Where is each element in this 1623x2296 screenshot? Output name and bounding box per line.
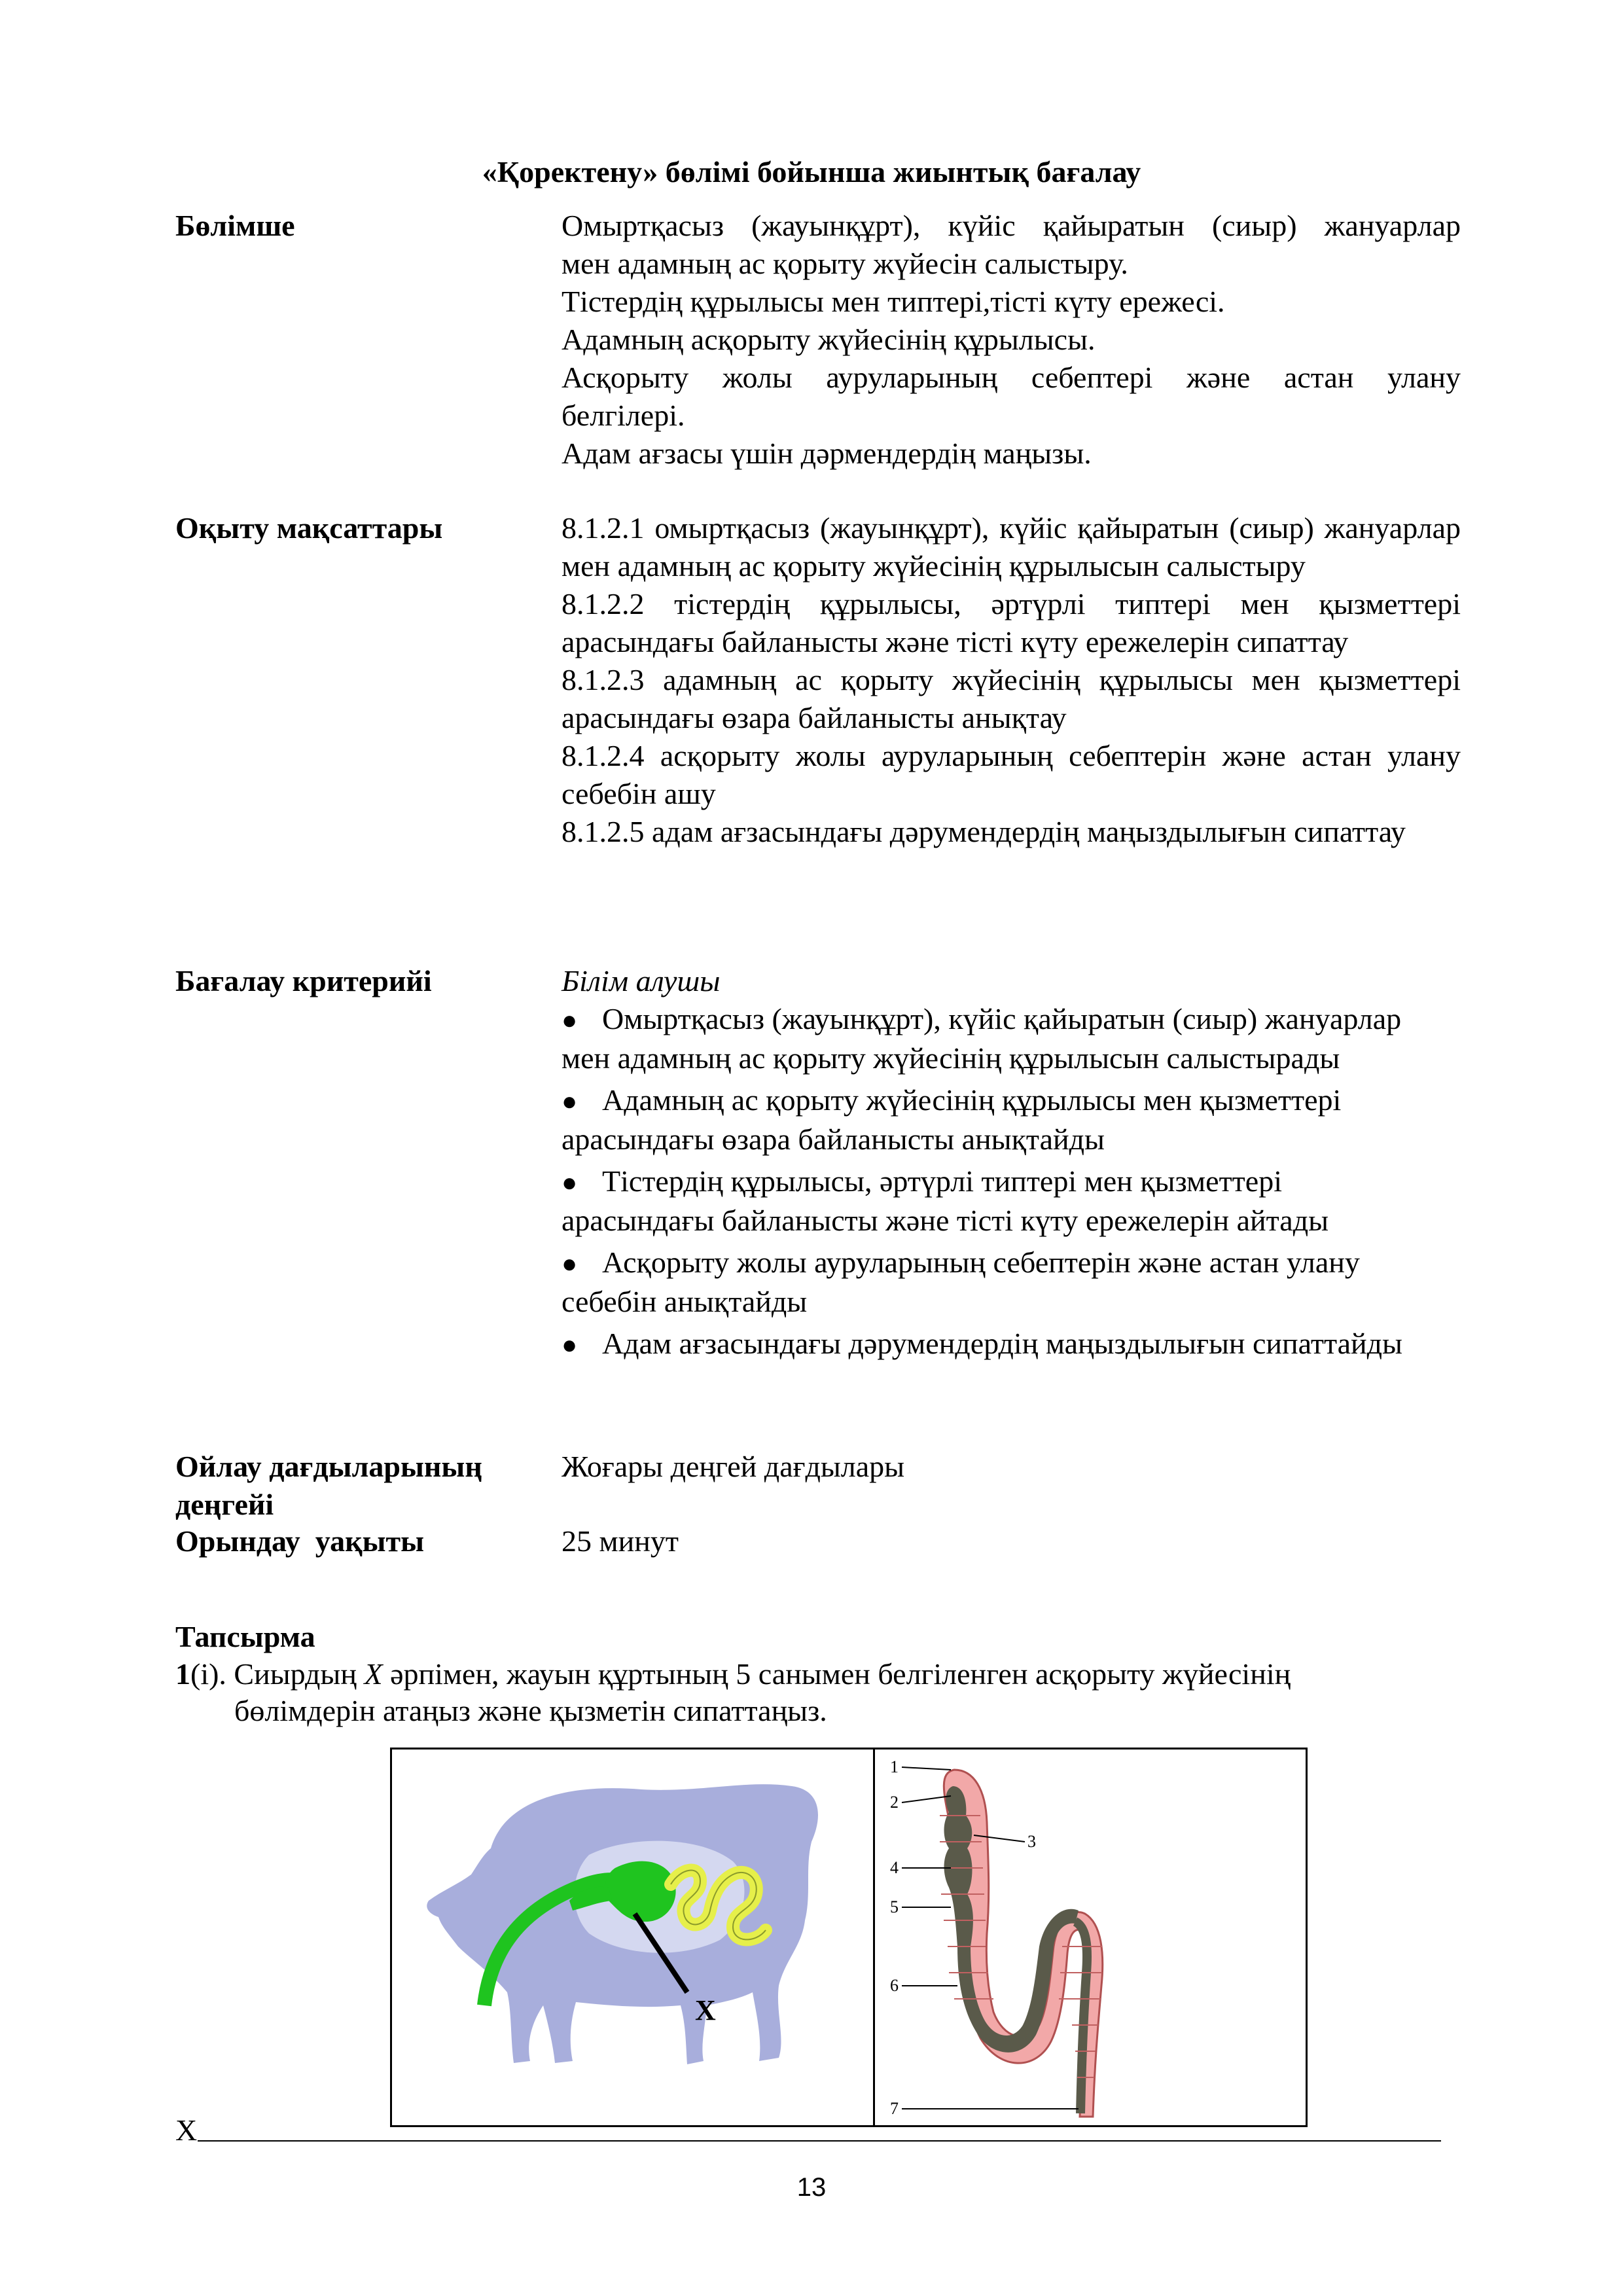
criteria-label: Бағалау критерийі (175, 964, 432, 997)
time-label: Орындау уақыты (175, 1524, 425, 1558)
bullet-icon: ● (562, 1005, 578, 1035)
thinking-value: Жоғары деңгей дағдылары (562, 1450, 905, 1483)
worm-label: 5 (890, 1897, 899, 1916)
section-line: мен адамның ас қорыту жүйесін салыстыру. (562, 247, 1128, 280)
objective-item: 8.1.2.3 адамның ас қорыту жүйесінің құрылысы мен қызметтері арасындағы өзара байланысты анықтау (562, 663, 1461, 734)
worm-label: 4 (890, 1858, 899, 1877)
objective-item: 8.1.2.5 адам ағзасындағы дәрумендердің маңыздылығын сипаттау (562, 815, 1406, 848)
worm-label: 2 (890, 1793, 899, 1812)
task-line-2: бөлімдерін атаңыз және қызметін сипаттаңыз. (234, 1694, 827, 1727)
task-heading: Тапсырма (175, 1620, 315, 1653)
section-line: Тістердің құрылысы мен типтері,тісті күту ережесі. (562, 285, 1225, 318)
criteria-intro: Білім алушы (562, 964, 721, 997)
worm-label: 3 (1027, 1832, 1036, 1851)
bullet-icon: ● (562, 1168, 578, 1197)
time-value: 25 минут (562, 1524, 679, 1558)
thinking-label: Ойлау дағдыларының деңгейі (175, 1450, 482, 1521)
worm-label: 6 (890, 1976, 899, 1995)
bullet-icon: ● (562, 1086, 578, 1116)
cow-label-x: X (695, 1994, 716, 2026)
objective-item: 8.1.2.1 омыртқасыз (жауынқұрт), күйіс қайыратын (сиыр) жануарлар мен адамның ас қорыту жүйесінің құрылысын салыстыру (562, 511, 1461, 583)
section-line: белгілері. (562, 399, 685, 432)
answer-prefix: X (175, 2113, 198, 2147)
criteria-item: ● Адамның ас қорыту жүйесінің құрылысы мен қызметтері арасындағы өзара байланысты анықтайды (562, 1083, 1342, 1156)
objectives-label: Оқыту мақсаттары (175, 511, 443, 545)
section-line: Адам ағзасы үшін дәрмендердің маңызы. (562, 437, 1092, 470)
section-line: Омыртқасыз (жауынқұрт), күйіс қайыратын (сиыр) жануарлар (562, 209, 1461, 242)
task-text (175, 1656, 1484, 1729)
figure-divider (873, 1748, 875, 2127)
section-line: Асқорыту жолы ауруларының себептері және астан улану (562, 361, 1461, 394)
section-content (562, 207, 1461, 473)
criteria-content (562, 962, 1412, 1364)
worm-label: 1 (890, 1757, 899, 1776)
bullet-icon: ● (562, 1330, 578, 1359)
criteria-item: ● Адам ағзасындағы дәрумендердің маңыздылығын сипаттайды (562, 1325, 1412, 1364)
criteria-item: ● Асқорыту жолы ауруларының себептерін және астан улану себебін анықтайды (562, 1246, 1360, 1318)
earthworm-digestive-diagram (876, 1750, 1305, 2125)
cow-digestive-diagram (393, 1750, 872, 2125)
objective-item: 8.1.2.4 асқорыту жолы ауруларының себептерін және астан улану себебін ашу (562, 739, 1461, 810)
task-line-1: 1(і). Сиырдың X әрпімен, жауын құртының 5 санымен белгіленген асқорыту жүйесінің (175, 1657, 1291, 1691)
criteria-item: ● Омыртқасыз (жауынқұрт), күйіс қайыратын (сиыр) жануарлар мен адамның ас қорыту жүйесінің құрылысын салыстырады (562, 1002, 1402, 1075)
worm-label: 7 (890, 2099, 899, 2118)
objectives-content (562, 509, 1461, 851)
section-label: Бөлімше (175, 209, 295, 242)
section-line: Адамның асқорыту жүйесінің құрылысы. (562, 323, 1096, 356)
page-title: «Қоректену» бөлімі бойынша жиынтық бағалау (482, 155, 1141, 188)
page-number: 13 (796, 2173, 827, 2202)
answer-line[interactable] (198, 2140, 1441, 2142)
objective-item: 8.1.2.2 тістердің құрылысы, әртүрлі типтері мен қызметтері арасындағы байланысты және тісті күту ережелерін сипаттау (562, 587, 1461, 658)
criteria-item: ● Тістердің құрылысы, әртүрлі типтері мен қызметтері арасындағы байланысты және тісті күту ережелерін айтады (562, 1164, 1329, 1237)
bullet-icon: ● (562, 1249, 578, 1278)
